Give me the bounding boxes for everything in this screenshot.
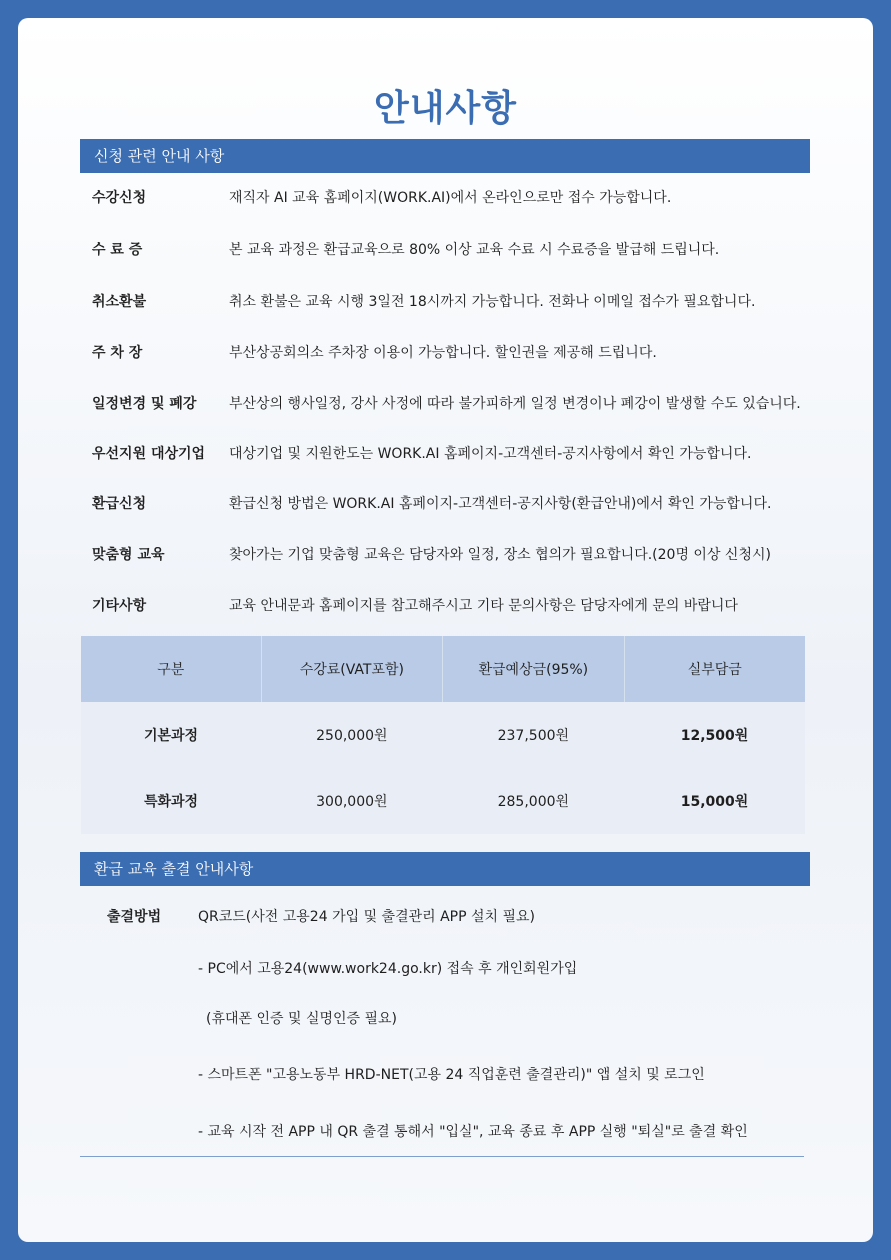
table-header-row <box>81 636 805 702</box>
info-text: 찾아가는 기업 맞춤형 교육은 담당자와 일정, 장소 협의가 필요합니다.(20명 이상 신청시) <box>229 547 771 563</box>
info-row-priority-company <box>92 442 822 466</box>
page-title: 안내사항 <box>373 88 518 129</box>
info-label: 맞춤형 교육 <box>92 547 165 563</box>
info-row-certificate <box>92 238 822 262</box>
info-label: 수강신청 <box>92 190 147 206</box>
column-header: 구분 <box>81 636 261 702</box>
info-text: 대상기업 및 지원한도는 WORK.AI 홈페이지-고객센터-공지사항에서 확인 가능합니다. <box>229 446 752 462</box>
column-header: 환급예상금(95%) <box>443 636 624 702</box>
info-text: 환급신청 방법은 WORK.AI 홈페이지-고객센터-공지사항(환급안내)에서 확인 가능합니다. <box>229 496 772 512</box>
info-row-refund <box>92 290 822 314</box>
info-text: 부산상의 행사일정, 강사 사정에 따라 불가피하게 일정 변경이나 폐강이 발생할 수도 있습니다. <box>229 396 801 412</box>
table-cell: 15,000원 <box>624 768 805 834</box>
table-cell: 12,500원 <box>624 702 805 768</box>
info-label: 취소환불 <box>92 294 147 310</box>
divider <box>80 1156 804 1157</box>
table-cell: 250,000원 <box>261 702 442 768</box>
info-text: 취소 환불은 교육 시행 3일전 18시까지 가능합니다. 전화나 이메일 접수가 필요합니다. <box>229 294 756 310</box>
info-label: 수 료 증 <box>92 242 143 258</box>
info-label: 주 차 장 <box>92 345 143 361</box>
info-row-refund-application <box>92 492 822 516</box>
attendance-method-label: 출결방법 <box>107 909 162 925</box>
table-cell: 특화과정 <box>81 768 261 834</box>
attendance-line: QR코드(사전 고용24 가입 및 출결관리 APP 설치 필요) <box>198 909 536 925</box>
info-text: 재직자 AI 교육 홈페이지(WORK.AI)에서 온라인으로만 접수 가능합니다. <box>229 190 672 206</box>
notice-card <box>18 18 873 1242</box>
info-text: 부산상공회의소 주차장 이용이 가능합니다. 할인권을 제공해 드립니다. <box>229 345 657 361</box>
info-label: 기타사항 <box>92 598 147 614</box>
attendance-line: - 스마트폰 "고용노동부 HRD-NET(고용 24 직업훈련 출결관리)" 앱 설치 및 로그인 <box>198 1067 705 1083</box>
table-row <box>81 768 805 834</box>
table-cell: 285,000원 <box>443 768 624 834</box>
table-cell: 기본과정 <box>81 702 261 768</box>
section-header-application: 신청 관련 안내 사항 <box>80 139 810 173</box>
info-row-registration <box>92 186 822 210</box>
info-row-other <box>92 594 822 618</box>
info-row-parking <box>92 341 822 365</box>
column-header: 수강료(VAT포함) <box>261 636 442 702</box>
table-row <box>81 702 805 768</box>
info-text: 본 교육 과정은 환급교육으로 80% 이상 교육 수료 시 수료증을 발급해 드립니다. <box>229 242 720 258</box>
info-label: 일정변경 및 폐강 <box>92 396 197 412</box>
info-row-schedule-change <box>92 392 822 416</box>
attendance-line: (휴대폰 인증 및 실명인증 필요) <box>206 1011 398 1027</box>
info-text: 교육 안내문과 홈페이지를 참고해주시고 기타 문의사항은 담당자에게 문의 바랍니다 <box>229 598 738 614</box>
table-cell: 300,000원 <box>261 768 442 834</box>
attendance-line: - PC에서 고용24(www.work24.go.kr) 접속 후 개인회원가입 <box>198 961 578 977</box>
info-label: 환급신청 <box>92 496 147 512</box>
column-header: 실부담금 <box>624 636 805 702</box>
section-header-attendance: 환급 교육 출결 안내사항 <box>80 852 810 886</box>
info-row-custom-education <box>92 543 822 567</box>
info-label: 우선지원 대상기업 <box>92 446 206 462</box>
fee-table <box>81 636 805 834</box>
table-cell: 237,500원 <box>443 702 624 768</box>
attendance-line: - 교육 시작 전 APP 내 QR 출결 통해서 "입실", 교육 종료 후 APP 실행 "퇴실"로 출결 확인 <box>198 1124 748 1140</box>
